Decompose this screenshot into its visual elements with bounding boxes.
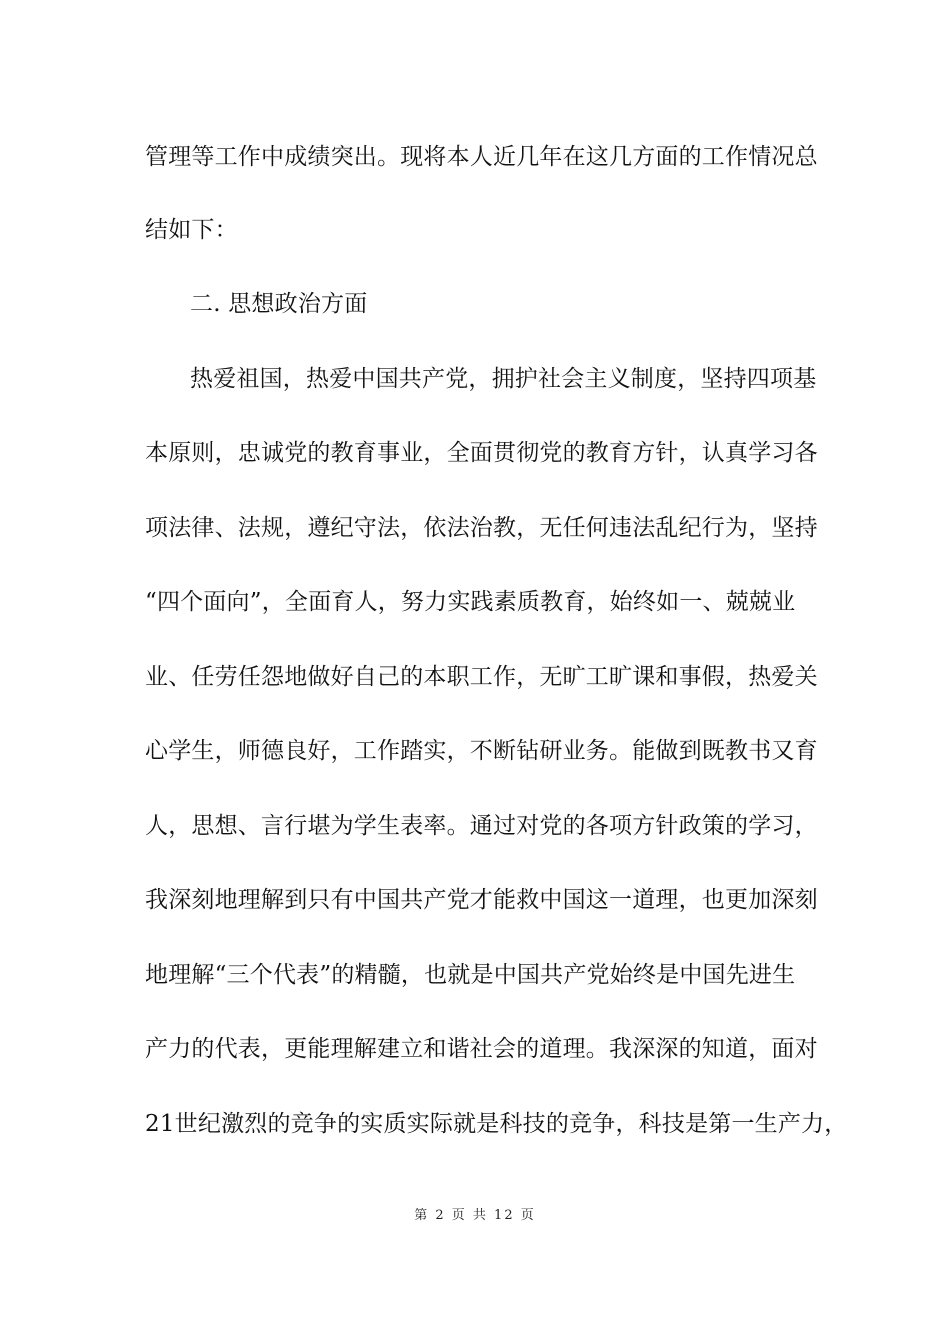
body-line-4: 热爱祖国，热爱中国共产党，拥护社会主义制度，坚持四项基 — [190, 366, 817, 392]
section-heading: 二. 思想政治方面 — [190, 291, 368, 317]
body-line-11: 我深刻地理解到只有中国共产党才能救中国这一道理，也更加深刻 — [145, 887, 818, 913]
body-line-10: 人，思想、言行堪为学生表率。通过对党的各项方针政策的学习， — [145, 813, 818, 839]
body-line-9: 心学生，师德良好，工作踏实，不断钻研业务。能做到既教书又育 — [145, 738, 818, 764]
body-line-5: 本原则，忠诚党的教育事业，全面贯彻党的教育方针，认真学习各 — [145, 440, 818, 466]
body-line-2: 结如下： — [145, 217, 238, 243]
body-line-6: 项法律、法规，遵纪守法，依法治教，无任何违法乱纪行为，坚持 — [145, 515, 818, 541]
body-line-13: 产力的代表，更能理解建立和谐社会的道理。我深深的知道，面对 — [145, 1036, 818, 1062]
body-line-14: 21世纪激烈的竞争的实质实际就是科技的竞争，科技是第一生产力， — [145, 1111, 848, 1137]
body-line-7: “四个面向”，全面育人，努力实践素质教育，始终如一、兢兢业 — [145, 589, 796, 615]
body-line-8: 业、任劳任怨地做好自己的本职工作，无旷工旷课和事假，热爱关 — [145, 664, 818, 690]
body-line-1: 管理等工作中成绩突出。现将本人近几年在这几方面的工作情况总 — [145, 144, 818, 170]
page-number-footer: 第 2 页 共 12 页 — [414, 1208, 536, 1223]
body-line-12: 地理解“三个代表”的精髓，也就是中国共产党始终是中国先进生 — [145, 962, 796, 988]
